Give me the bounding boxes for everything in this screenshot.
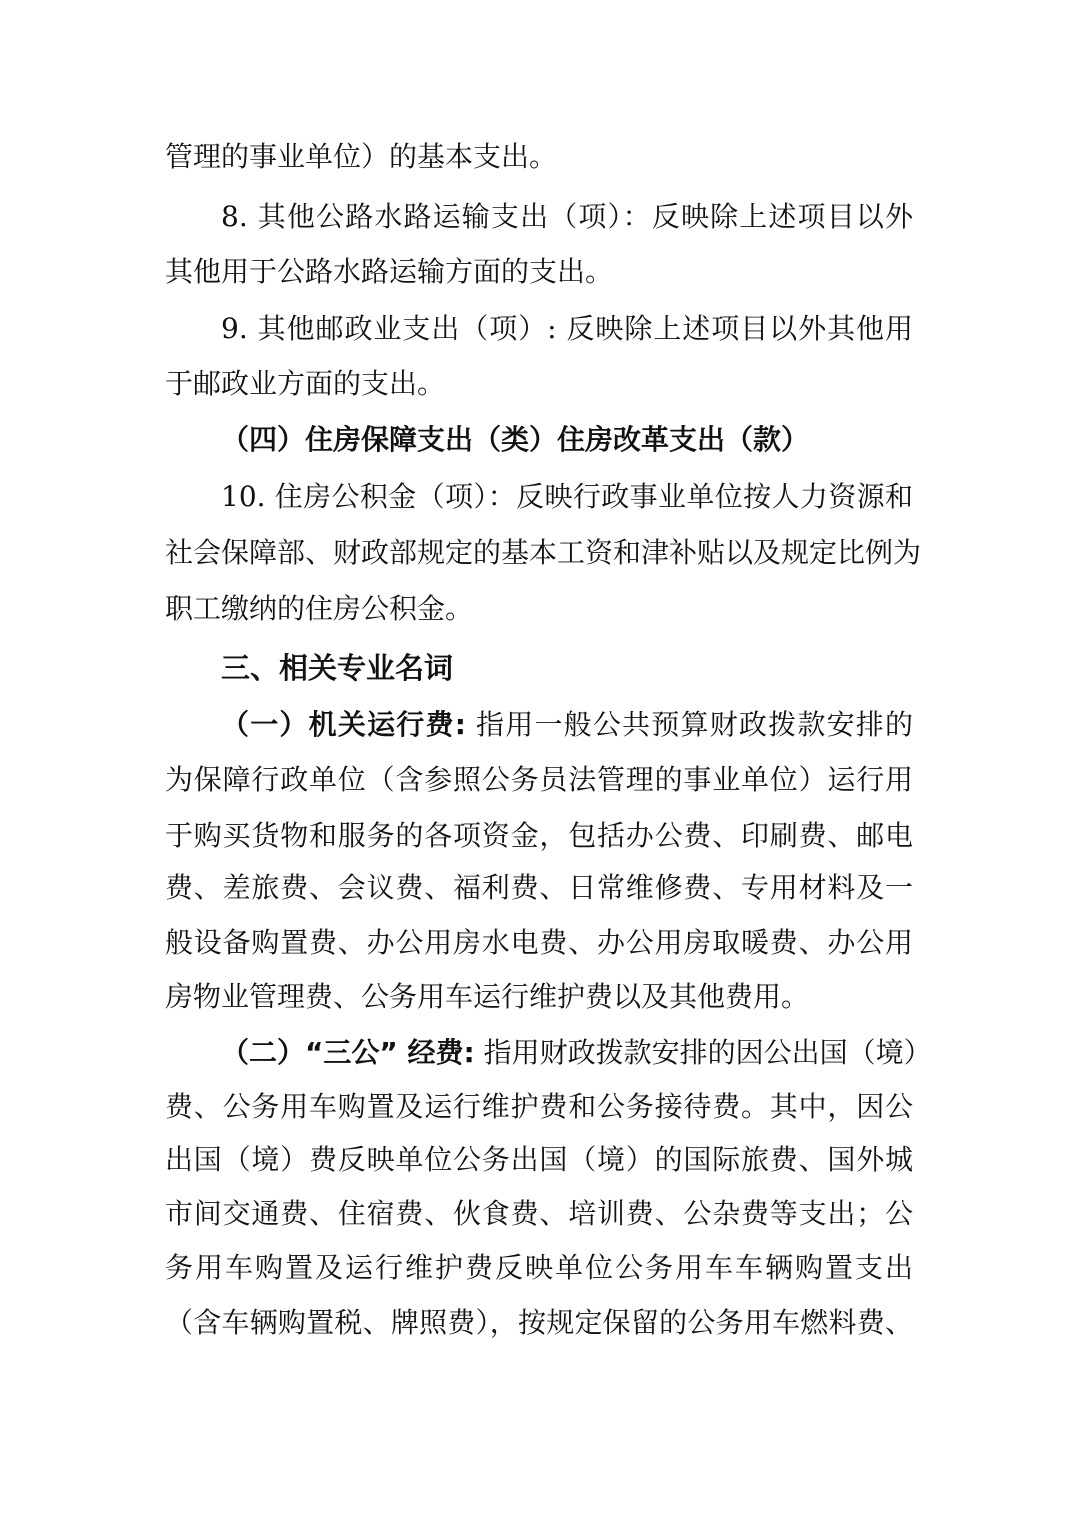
body-line: 其他用于公路水路运输方面的支出。	[165, 255, 614, 288]
body-line: 费、公务用车购置及运行维护费和公务接待费。其中，因公	[165, 1090, 913, 1123]
body-line: 房物业管理费、公务用车运行维护费以及其他费用。	[165, 980, 810, 1013]
body-line: 于邮政业方面的支出。	[165, 367, 446, 400]
body-line: 务用车购置及运行维护费反映单位公务用车车辆购置支出	[165, 1251, 913, 1284]
body-line: 职工缴纳的住房公积金。	[165, 592, 474, 625]
body-line: 般设备购置费、办公用房水电费、办公用房取暖费、办公用	[165, 926, 913, 959]
body-line: （含车辆购置税、牌照费），按规定保留的公务用车燃料费、	[165, 1306, 913, 1339]
body-line: 管理的事业单位）的基本支出。	[165, 140, 558, 173]
body-line: 为保障行政单位（含参照公务员法管理的事业单位）运行用	[165, 763, 913, 796]
body-line: 于购买货物和服务的各项资金，包括办公费、印刷费、邮电	[165, 819, 913, 852]
section-heading: 三、相关专业名词	[221, 651, 454, 685]
definition-text: 指用一般公共预算财政拨款安排的	[465, 708, 913, 741]
body-line: 9. 其他邮政业支出（项）: 反映除上述项目以外其他用	[221, 312, 913, 345]
body-line: 8. 其他公路水路运输支出（项）：反映除上述项目以外	[221, 200, 913, 233]
definition-line	[221, 1033, 932, 1073]
body-line: 市间交通费、住宿费、伙食费、培训费、公杂费等支出；公	[165, 1197, 913, 1230]
body-line: 费、差旅费、会议费、福利费、日常维修费、专用材料及一	[165, 871, 913, 904]
term-label: （一）机关运行费:	[221, 708, 466, 741]
term-label: （二）“三公” 经费:	[221, 1036, 475, 1069]
body-line: 出国（境）费反映单位公务出国（境）的国际旅费、国外城	[165, 1143, 913, 1176]
body-line: 社会保障部、财政部规定的基本工资和津补贴以及规定比例为	[165, 536, 922, 569]
section-subheading: （四）住房保障支出（类）住房改革支出（款）	[221, 423, 810, 456]
definition-text: 指用财政拨款安排的因公出国（境）	[474, 1036, 932, 1069]
definition-line	[221, 705, 913, 745]
body-line: 10. 住房公积金（项）：反映行政事业单位按人力资源和	[221, 480, 913, 513]
